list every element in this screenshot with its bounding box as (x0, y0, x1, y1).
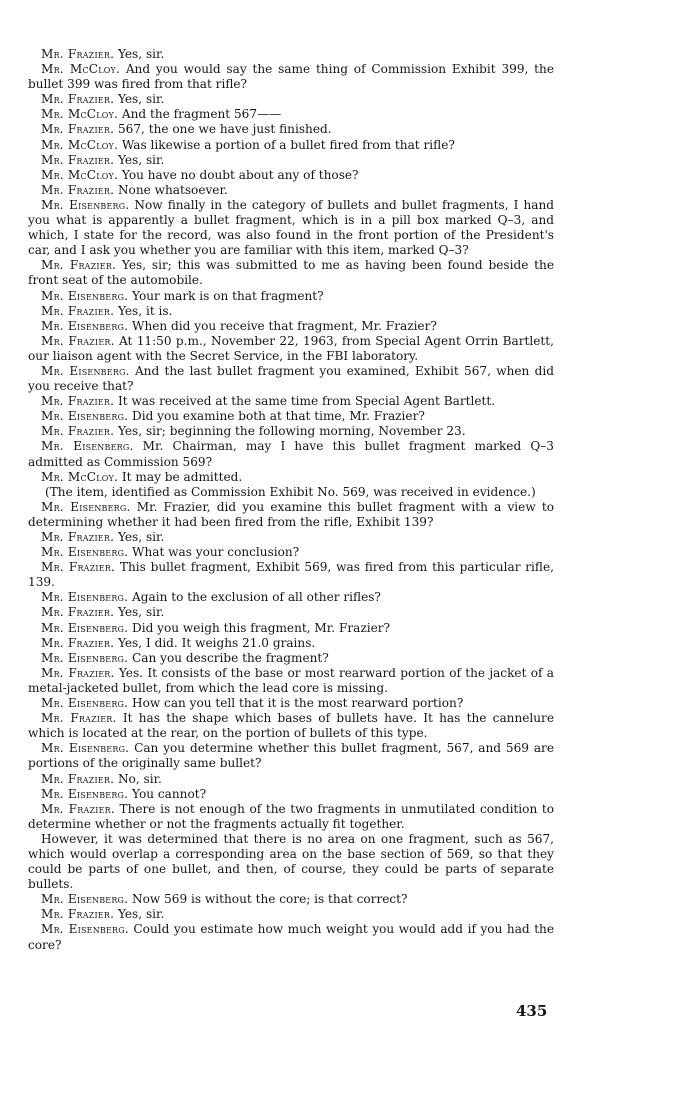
speaker-name: Mr. McCloy. (41, 469, 119, 484)
testimony-paragraph (28, 198, 554, 258)
speech-text: None whatsoever. (114, 182, 228, 197)
speaker-name: Mr. Eisenberg. (41, 439, 134, 454)
testimony-paragraph (28, 711, 554, 741)
testimony-paragraph (28, 636, 554, 651)
speaker-name: Mr. Frazier. (41, 635, 115, 650)
speech-text: Was likewise a portion of a bullet fired from that rifle? (118, 137, 455, 152)
speaker-name: Mr. Frazier. (41, 605, 115, 620)
speech-text: (The item, identified as Commission Exhibit No. 569, was received in evidence.) (45, 484, 536, 499)
speech-text: Can you describe the fragment? (128, 650, 329, 665)
speech-text: Can you determine whether this bullet fragment, 567, and 569 are portions of the originally same bullet? (28, 741, 554, 771)
speech-text: It may be admitted. (118, 469, 243, 484)
speaker-name: Mr. Frazier. (41, 182, 115, 197)
speech-text: However, it was determined that there is no area on one fragment, such as 567, which would overlap a corresponding area on the base section of 569, so that they could be parts of one bullet, and then, of course, they could be parts of separate bullets. (28, 831, 554, 892)
testimony-paragraph (28, 907, 554, 922)
speaker-name: Mr. Frazier. (41, 47, 115, 61)
speaker-name: Mr. Frazier. (41, 303, 115, 318)
testimony-paragraph (28, 590, 554, 605)
speaker-name: Mr. Frazier. (41, 530, 115, 544)
transcript-body (28, 47, 554, 953)
speaker-name: Mr. Frazier. (41, 333, 115, 348)
speaker-name: Mr. Frazier. (41, 801, 115, 816)
testimony-paragraph (28, 289, 554, 304)
speech-text: It has the shape which bases of bullets have. It has the cannelure which is located at the rear, on the portion of bullets of this type. (28, 711, 554, 741)
testimony-paragraph (28, 500, 554, 530)
speaker-name: Mr. Frazier. (41, 258, 117, 273)
testimony-paragraph (28, 741, 554, 771)
speaker-name: Mr. Eisenberg. (41, 786, 129, 801)
speech-text: Did you weigh this fragment, Mr. Frazier? (128, 620, 390, 635)
speaker-name: Mr. Eisenberg. (41, 620, 129, 635)
speaker-name: Mr. McCloy. (41, 107, 119, 122)
testimony-paragraph (28, 470, 554, 485)
speech-text: This bullet fragment, Exhibit 569, was fired from this particular rifle, 139. (28, 560, 554, 590)
testimony-paragraph (28, 409, 554, 424)
testimony-paragraph (28, 304, 554, 319)
speaker-name: Mr. Eisenberg. (41, 922, 129, 937)
speech-text: Yes, sir. (114, 530, 165, 544)
speech-text: What was your conclusion? (128, 545, 300, 560)
testimony-paragraph (28, 772, 554, 787)
speech-text: Mr. Chairman, may I have this bullet fragment marked Q–3 admitted as Commission 569? (28, 439, 554, 469)
speaker-name: Mr. Eisenberg. (41, 288, 129, 303)
testimony-paragraph (28, 651, 554, 666)
speaker-name: Mr. Eisenberg. (41, 741, 130, 756)
testimony-paragraph (28, 605, 554, 620)
speech-text: At 11:50 p.m., November 22, 1963, from Special Agent Orrin Bartlett, our liaison agent with the Secret Service, in the FBI laboratory. (28, 333, 554, 363)
testimony-paragraph (28, 364, 554, 394)
speaker-name: Mr. Frazier. (41, 711, 117, 726)
speaker-name: Mr. Eisenberg. (41, 409, 129, 424)
speech-text: Did you examine both at that time, Mr. Frazier? (128, 409, 425, 424)
speaker-name: Mr. Eisenberg. (41, 318, 129, 333)
speech-text: Yes, sir; this was submitted to me as having been found beside the front seat of the automobile. (28, 258, 554, 288)
speech-text: Again to the exclusion of all other rifles? (128, 590, 381, 605)
speaker-name: Mr. McCloy. (41, 62, 121, 77)
speech-text: You have no doubt about any of those? (118, 167, 359, 182)
testimony-paragraph (28, 802, 554, 832)
speech-text: No, sir. (114, 771, 162, 786)
testimony-paragraph (28, 560, 554, 590)
speech-text: It was received at the same time from Special Agent Bartlett. (114, 394, 496, 409)
speaker-name: Mr. Eisenberg. (41, 892, 129, 907)
testimony-paragraph (28, 122, 554, 137)
speaker-name: Mr. Eisenberg. (41, 363, 130, 378)
testimony-paragraph (28, 319, 554, 334)
speech-text: Yes, it is. (114, 303, 173, 318)
testimony-paragraph (28, 892, 554, 907)
speaker-name: Mr. Frazier. (41, 771, 115, 786)
testimony-paragraph (28, 394, 554, 409)
speech-text: Yes. It consists of the base or most rearward portion of the jacket of a metal-jacketed bullet, from which the lead core is missing. (28, 665, 554, 695)
speech-text: And the last bullet fragment you examined, Exhibit 567, when did you receive that? (28, 363, 554, 394)
testimony-paragraph (28, 787, 554, 802)
testimony-paragraph (28, 107, 554, 122)
testimony-paragraph (28, 168, 554, 183)
speech-text: 567, the one we have just finished. (114, 122, 332, 137)
speaker-name: Mr. Frazier. (41, 92, 115, 107)
testimony-paragraph (28, 92, 554, 107)
speaker-name: Mr. Frazier. (41, 560, 116, 575)
speech-text: You cannot? (128, 786, 207, 801)
speaker-name: Mr. Frazier. (41, 122, 115, 137)
speaker-name: Mr. Eisenberg. (41, 650, 129, 665)
testimony-paragraph (28, 258, 554, 288)
speaker-name: Mr. Eisenberg. (41, 590, 129, 605)
speech-text: Yes, sir. (114, 47, 165, 61)
speech-text: Could you estimate how much weight you would add if you had the core? (28, 922, 554, 952)
testimony-paragraph (28, 621, 554, 636)
speech-text: Yes, sir. (114, 605, 165, 620)
speech-text: Mr. Frazier, did you examine this bullet fragment with a view to determining whether it had been fired from the rifle, Exhibit 139? (28, 499, 554, 529)
exhibit-note (28, 485, 554, 500)
testimony-paragraph (28, 153, 554, 168)
speaker-name: Mr. Frazier. (41, 394, 115, 409)
testimony-paragraph (28, 439, 554, 469)
speech-text: Yes, I did. It weighs 21.0 grains. (114, 635, 316, 650)
testimony-paragraph (28, 47, 554, 62)
page-number: 435 (516, 1002, 548, 1020)
speaker-name: Mr. McCloy. (41, 137, 119, 152)
speech-text: Now 569 is without the core; is that correct? (128, 892, 408, 907)
speech-text: When did you receive that fragment, Mr. Frazier? (128, 318, 437, 333)
speech-text: Yes, sir; beginning the following morning, November 23. (114, 424, 466, 439)
speech-text: Your mark is on that fragment? (128, 288, 324, 303)
speaker-name: Mr. Eisenberg. (41, 499, 131, 514)
speech-text: There is not enough of the two fragments in unmutilated condition to determine whether or not the fragments actually fit together. (28, 801, 554, 831)
speech-text: And you would say the same thing of Commission Exhibit 399, the bullet 399 was fired from that rifle? (28, 62, 554, 92)
speaker-name: Mr. Eisenberg. (41, 696, 129, 711)
testimony-paragraph (28, 138, 554, 153)
speech-text: How can you tell that it is the most rearward portion? (128, 696, 464, 711)
speaker-name: Mr. McCloy. (41, 167, 119, 182)
speaker-name: Mr. Frazier. (41, 665, 115, 680)
speech-text: Now finally in the category of bullets and bullet fragments, I hand you what is apparently a bullet fragment, which is in a pill box marked Q–3, and which, I state for the record, was also found in the front portion of the President's car, and I ask you whether you are familiar with this item, marked Q–3? (28, 197, 554, 258)
testimony-paragraph (28, 334, 554, 364)
testimony-paragraph (28, 666, 554, 696)
testimony-paragraph (28, 832, 554, 892)
speaker-name: Mr. Eisenberg. (41, 545, 129, 560)
testimony-paragraph (28, 62, 554, 92)
testimony-paragraph (28, 530, 554, 545)
testimony-paragraph (28, 922, 554, 952)
speech-text: And the fragment 567—— (118, 107, 282, 122)
testimony-paragraph (28, 183, 554, 198)
speaker-name: Mr. Eisenberg. (41, 197, 130, 212)
testimony-paragraph (28, 545, 554, 560)
speaker-name: Mr. Frazier. (41, 152, 115, 167)
speaker-name: Mr. Frazier. (41, 907, 115, 922)
speech-text: Yes, sir. (114, 152, 165, 167)
testimony-paragraph (28, 696, 554, 711)
speech-text: Yes, sir. (114, 92, 165, 107)
testimony-paragraph (28, 424, 554, 439)
speech-text: Yes, sir. (114, 907, 165, 922)
speaker-name: Mr. Frazier. (41, 424, 115, 439)
